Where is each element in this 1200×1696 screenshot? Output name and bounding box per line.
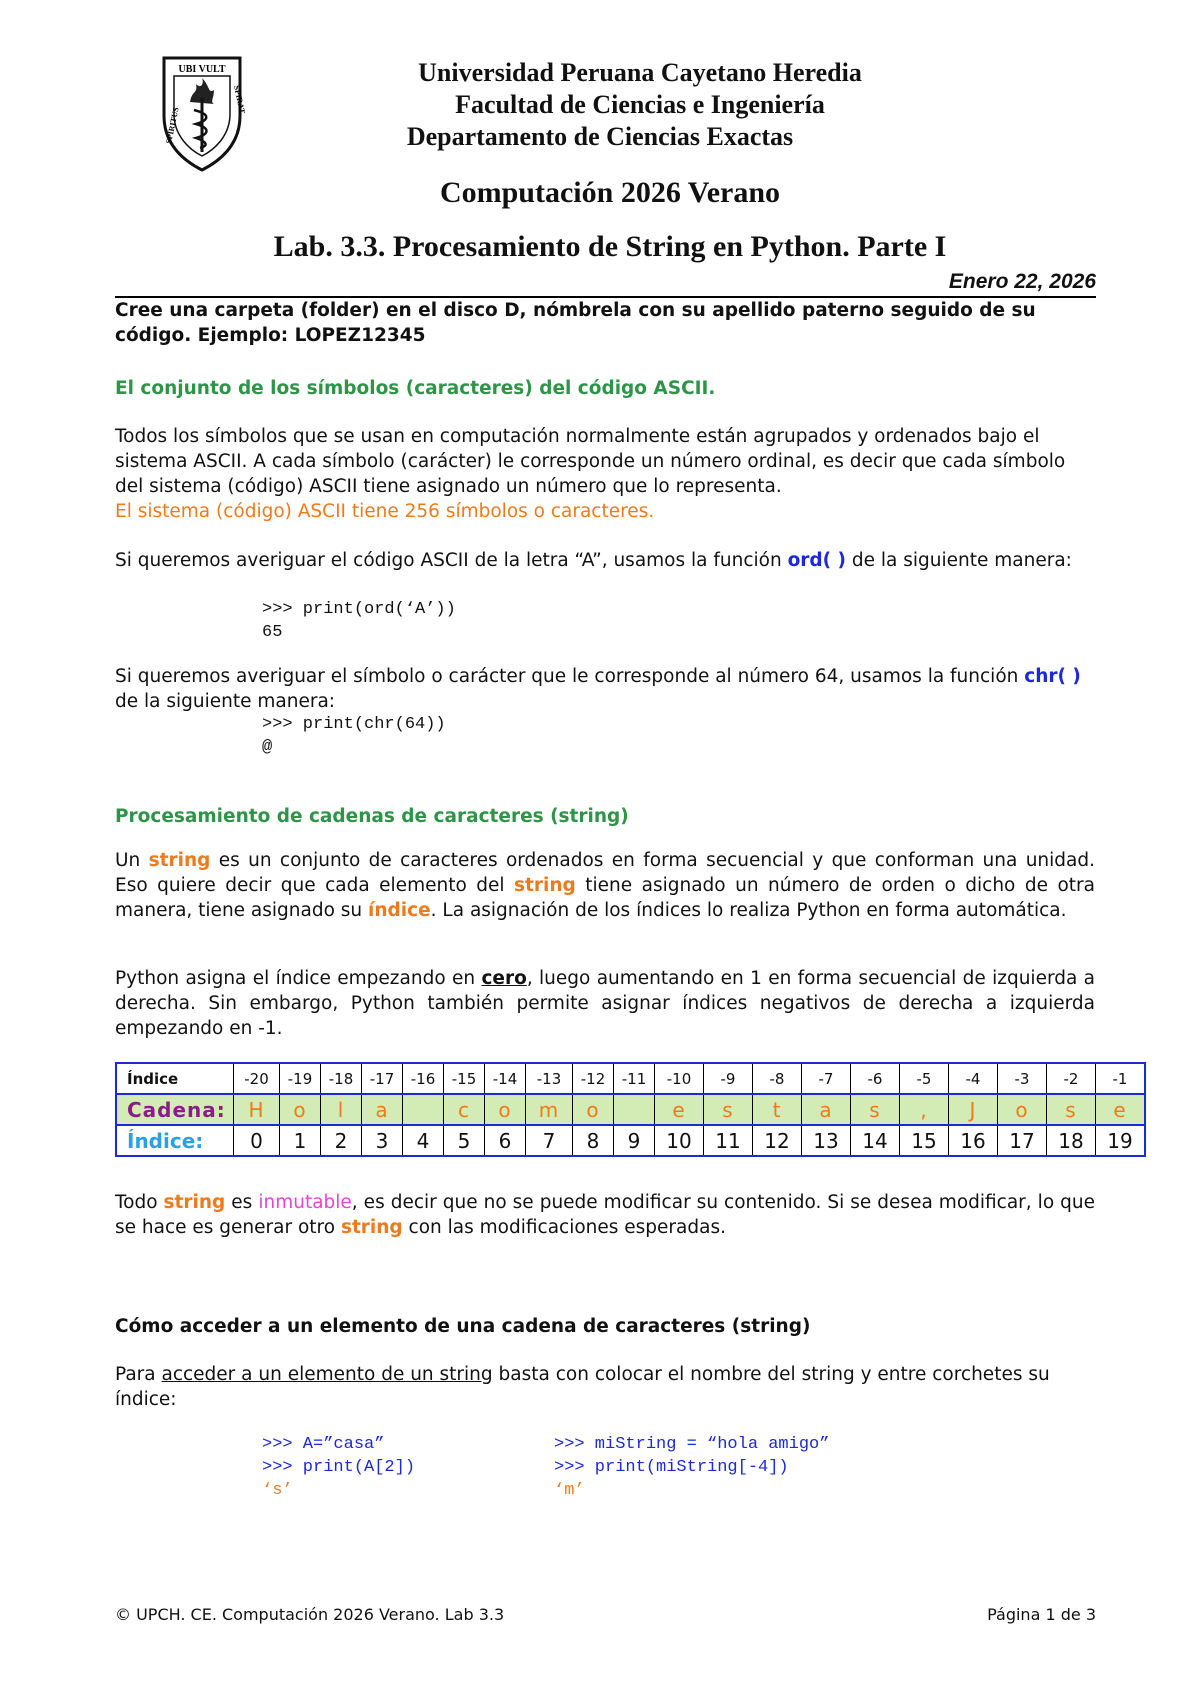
neg-index-cell: -11 xyxy=(614,1063,655,1094)
ascii-heading: El conjunto de los símbolos (caracteres) del código ASCII. xyxy=(115,378,716,399)
pos-index-cell: 11 xyxy=(704,1125,753,1156)
char-cell: m xyxy=(526,1094,573,1125)
neg-index-cell: -13 xyxy=(526,1063,573,1094)
char-cell: o xyxy=(485,1094,526,1125)
course-title: Computación 2026 Verano xyxy=(439,176,781,209)
university-name: Universidad Peruana Cayetano Heredia xyxy=(418,58,862,87)
char-cell: , xyxy=(900,1094,949,1125)
string-paragraph-3 xyxy=(115,1190,1095,1240)
ex1-output: ‘s’ xyxy=(262,1481,293,1500)
neg-index-cell: -7 xyxy=(802,1063,851,1094)
department-name: Departamento de Ciencias Exactas xyxy=(406,122,794,151)
p1-c: tiene asignado un número de orden o dicho de otra manera, tiene asignado su xyxy=(115,875,1095,921)
char-cell xyxy=(403,1094,444,1125)
pos-index-cell: 16 xyxy=(949,1125,998,1156)
ord-text-before: Si queremos averiguar el código ASCII de la letra “A”, usamos la función xyxy=(115,550,788,571)
chr-code-output: @ xyxy=(262,738,273,757)
pos-index-cell: 18 xyxy=(1047,1125,1096,1156)
pos-index-cell: 5 xyxy=(444,1125,485,1156)
page-footer xyxy=(115,1605,1096,1624)
char-cell: s xyxy=(1047,1094,1096,1125)
pos-index-cell: 2 xyxy=(321,1125,362,1156)
negative-index-label: Índice xyxy=(116,1063,234,1094)
string-heading: Procesamiento de cadenas de caracteres (string) xyxy=(115,806,629,827)
access-example-2 xyxy=(554,1433,829,1502)
ascii-highlight: El sistema (código) ASCII tiene 256 símbolos o caracteres. xyxy=(115,501,655,522)
neg-index-cell: -5 xyxy=(900,1063,949,1094)
neg-index-cell: -14 xyxy=(485,1063,526,1094)
p2-b: , luego aumentando en 1 en forma secuencial de izquierda a derecha. Sin embargo, Python también permite asignar índices negativos de derecha a izquierda empezando en -1. xyxy=(115,968,1096,1039)
p1-d: . La asignación de los índices lo realiza Python en forma automática. xyxy=(430,900,1067,921)
p3-inmutable: inmutable xyxy=(258,1192,352,1213)
intro-instruction: Cree una carpeta (folder) en el disco D, nómbrela con su apellido paterno seguido de su código. Ejemplo: LOPEZ12345 xyxy=(115,300,1036,346)
pos-index-cell: 15 xyxy=(900,1125,949,1156)
crest-motto-right: SPIRAT xyxy=(232,84,247,115)
p1-string-1: string xyxy=(148,850,211,871)
ex2-line-2: >>> print(miString[-4]) xyxy=(554,1458,789,1477)
access-heading: Cómo acceder a un elemento de una cadena de caracteres (string) xyxy=(115,1316,811,1337)
ex2-line-1: >>> miString = “hola amigo” xyxy=(554,1435,830,1454)
pos-index-cell: 3 xyxy=(362,1125,403,1156)
neg-index-cell: -3 xyxy=(998,1063,1047,1094)
char-cell: c xyxy=(444,1094,485,1125)
pos-index-cell: 19 xyxy=(1096,1125,1146,1156)
char-cell: a xyxy=(362,1094,403,1125)
pos-index-cell: 6 xyxy=(485,1125,526,1156)
string-index-table xyxy=(115,1062,1146,1157)
neg-index-cell: -15 xyxy=(444,1063,485,1094)
p2-a: Python asigna el índice empezando en xyxy=(115,968,482,989)
access-p-a: Para xyxy=(115,1364,162,1385)
access-p-underlined: acceder a un elemento de un string xyxy=(161,1364,493,1385)
char-cell: H xyxy=(234,1094,280,1125)
char-cell xyxy=(614,1094,655,1125)
char-cell: e xyxy=(1096,1094,1146,1125)
ord-code-block xyxy=(262,598,456,644)
p1-indice: índice xyxy=(368,900,431,921)
char-cell: s xyxy=(704,1094,753,1125)
pos-index-cell: 1 xyxy=(280,1125,321,1156)
neg-index-cell: -19 xyxy=(280,1063,321,1094)
chr-code-block xyxy=(262,713,446,759)
neg-index-cell: -16 xyxy=(403,1063,444,1094)
lab-title: Lab. 3.3. Procesamiento de String en Python. Parte I xyxy=(273,230,947,263)
crest-motto-left: SPIRITUS xyxy=(164,106,181,145)
p3-a: Todo xyxy=(115,1192,164,1213)
pos-index-cell: 10 xyxy=(655,1125,704,1156)
characters-label: Cadena: xyxy=(116,1094,234,1125)
neg-index-cell: -9 xyxy=(704,1063,753,1094)
pos-index-cell: 17 xyxy=(998,1125,1047,1156)
p1-a: Un xyxy=(115,850,149,871)
university-crest-icon xyxy=(160,54,247,174)
ascii-para-text: Todos los símbolos que se usan en computación normalmente están agrupados y ordenados bajo el sistema ASCII. A cada símbolo (carácter) le corresponde un número ordinal, es decir que cada símbolo del sistema (código) ASCII tiene asignado un número que lo representa. xyxy=(115,426,1066,497)
crest-motto-top: UBI VULT xyxy=(178,64,226,75)
chr-text-before: Si queremos averiguar el símbolo o carácter que le corresponde al número 64, usamos la función xyxy=(115,666,1025,687)
pos-index-cell: 9 xyxy=(614,1125,655,1156)
ord-code-line: >>> print(ord(‘A’)) xyxy=(262,600,456,619)
pos-index-cell: 7 xyxy=(526,1125,573,1156)
string-paragraph-2 xyxy=(115,966,1095,1041)
footer-page-number: Página 1 de 3 xyxy=(987,1605,1096,1624)
neg-index-cell: -10 xyxy=(655,1063,704,1094)
char-cell: o xyxy=(573,1094,614,1125)
ord-function: ord( ) xyxy=(787,550,847,571)
access-example-1 xyxy=(262,1433,415,1502)
chr-code-line: >>> print(chr(64)) xyxy=(262,715,446,734)
p3-b: es xyxy=(225,1192,259,1213)
pos-index-cell: 8 xyxy=(573,1125,614,1156)
char-cell: l xyxy=(321,1094,362,1125)
pos-index-cell: 12 xyxy=(753,1125,802,1156)
document-date: Enero 22, 2026 xyxy=(948,270,1096,293)
chr-function: chr( ) xyxy=(1024,666,1081,687)
p3-c: , es decir que no se puede modificar su contenido. Si se desea modificar, lo que se hace es generar otro xyxy=(115,1192,1095,1238)
neg-index-cell: -18 xyxy=(321,1063,362,1094)
access-paragraph xyxy=(115,1362,1095,1412)
neg-index-cell: -1 xyxy=(1096,1063,1146,1094)
char-cell: o xyxy=(280,1094,321,1125)
p3-d: con las modificaciones esperadas. xyxy=(402,1217,726,1238)
pos-index-cell: 4 xyxy=(403,1125,444,1156)
ex1-line-2: >>> print(A[2]) xyxy=(262,1458,416,1477)
char-cell: a xyxy=(802,1094,851,1125)
neg-index-cell: -12 xyxy=(573,1063,614,1094)
ord-code-output: 65 xyxy=(262,623,283,642)
p2-cero: cero xyxy=(481,968,527,989)
characters-row xyxy=(116,1094,1145,1125)
negative-index-row xyxy=(116,1063,1145,1094)
ascii-paragraph xyxy=(115,424,1095,524)
p3-string-2: string xyxy=(340,1217,403,1238)
positive-index-row xyxy=(116,1125,1145,1156)
ord-text-after: de la siguiente manera: xyxy=(846,550,1072,571)
neg-index-cell: -6 xyxy=(851,1063,900,1094)
positive-index-label: Índice: xyxy=(116,1125,234,1156)
char-cell: e xyxy=(655,1094,704,1125)
p3-string-1: string xyxy=(163,1192,226,1213)
neg-index-cell: -17 xyxy=(362,1063,403,1094)
char-cell: t xyxy=(753,1094,802,1125)
ex2-output: ‘m’ xyxy=(554,1481,585,1500)
string-paragraph-1 xyxy=(115,848,1095,923)
pos-index-cell: 0 xyxy=(234,1125,280,1156)
char-cell: o xyxy=(998,1094,1047,1125)
ord-paragraph xyxy=(115,548,1095,573)
faculty-name: Facultad de Ciencias e Ingeniería xyxy=(455,90,825,119)
p1-b: es un conjunto de caracteres ordenados en forma secuencial y que conforman una unidad. Eso quiere decir que cada elemento del xyxy=(115,850,1095,896)
footer-copyright: © UPCH. CE. Computación 2026 Verano. Lab 3.3 xyxy=(115,1605,505,1624)
neg-index-cell: -8 xyxy=(753,1063,802,1094)
p1-string-2: string xyxy=(514,875,576,896)
neg-index-cell: -4 xyxy=(949,1063,998,1094)
chr-text-after: de la siguiente manera: xyxy=(115,691,336,712)
pos-index-cell: 13 xyxy=(802,1125,851,1156)
char-cell: s xyxy=(851,1094,900,1125)
char-cell: J xyxy=(949,1094,998,1125)
ex1-line-1: >>> A=”casa” xyxy=(262,1435,385,1454)
pos-index-cell: 14 xyxy=(851,1125,900,1156)
neg-index-cell: -2 xyxy=(1047,1063,1096,1094)
access-p-b: basta con colocar el nombre del string y entre corchetes su índice: xyxy=(115,1364,1050,1410)
chr-paragraph xyxy=(115,664,1095,714)
neg-index-cell: -20 xyxy=(234,1063,280,1094)
